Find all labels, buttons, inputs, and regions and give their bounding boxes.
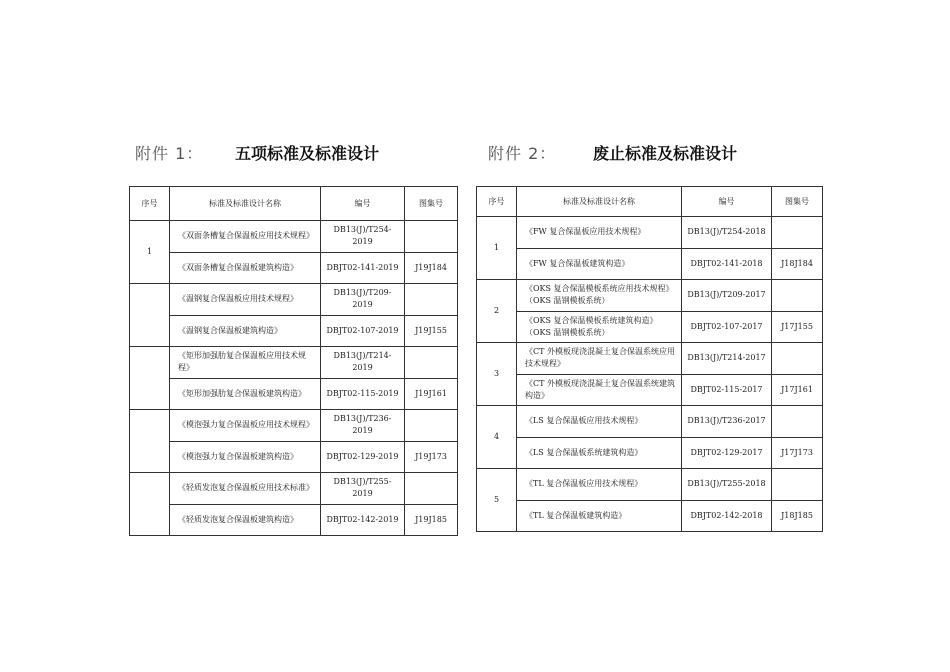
- attachment-2-title: 废止标准及标准设计: [593, 143, 738, 163]
- table-row: [477, 374, 823, 406]
- table-header-row: [130, 187, 458, 221]
- table-row: [477, 343, 823, 375]
- name-cell: 《LS 复合保温板系统建筑构造》: [517, 437, 682, 469]
- name-cell: 《矩形加强肋复合保温板建筑构造》: [170, 378, 321, 410]
- name-cell: 《CT 外模板现浇混凝土复合保温系统建筑构造》: [517, 374, 682, 406]
- name-cell: 《FW 复合保温板建筑构造》: [517, 248, 682, 280]
- atlas-cell: J17J161: [772, 374, 823, 406]
- table-row: [130, 378, 458, 410]
- name-cell: 《温钢复合保温板建筑构造》: [170, 315, 321, 347]
- code-cell: DBJT02-107-2017: [682, 311, 772, 343]
- atlas-cell: [405, 347, 458, 379]
- attachment-1-title-wrap: [235, 140, 379, 164]
- code-cell: DBJT02-129-2017: [682, 437, 772, 469]
- table-row: [130, 473, 458, 505]
- seq-cell: [130, 410, 170, 473]
- atlas-cell: [405, 221, 458, 253]
- name-cell: 《双面条槽复合保温板应用技术规程》: [170, 221, 321, 253]
- column-header: 序号: [130, 187, 170, 221]
- table-row: [477, 280, 823, 312]
- name-cell: 《OKS 复合保温模板系统建筑构造》（OKS 温钢模板系统）: [517, 311, 682, 343]
- seq-cell: 2: [477, 280, 517, 343]
- atlas-cell: [405, 410, 458, 442]
- attachment-1-label: 附件 1：: [135, 143, 204, 163]
- code-cell: DBJT02-115-2019: [321, 378, 405, 410]
- atlas-cell: [772, 469, 823, 501]
- atlas-cell: J18J184: [772, 248, 823, 280]
- name-cell: 《模泡强力复合保温板应用技术规程》: [170, 410, 321, 442]
- attachment-2-title-wrap: [593, 140, 737, 164]
- atlas-cell: [405, 473, 458, 505]
- table-row: [130, 410, 458, 442]
- name-cell: 《CT 外模板现浇混凝土复合保温系统应用技术规程》: [517, 343, 682, 375]
- table-row: [477, 248, 823, 280]
- atlas-cell: J19J185: [405, 504, 458, 536]
- code-cell: DBJT02-142-2019: [321, 504, 405, 536]
- table-row: [130, 347, 458, 379]
- column-header: 图集号: [772, 187, 823, 217]
- table-row: [477, 500, 823, 532]
- seq-cell: 5: [477, 469, 517, 532]
- attachment-2-table: [476, 186, 823, 532]
- table-row: [130, 284, 458, 316]
- atlas-cell: J19J184: [405, 252, 458, 284]
- column-header: 序号: [477, 187, 517, 217]
- seq-cell: 1: [477, 217, 517, 280]
- name-cell: 《FW 复合保温板应用技术规程》: [517, 217, 682, 249]
- column-header: 编号: [682, 187, 772, 217]
- atlas-cell: J19J173: [405, 441, 458, 473]
- table-row: [130, 252, 458, 284]
- table-row: [130, 315, 458, 347]
- code-cell: DB13(J)/T209-2019: [321, 284, 405, 316]
- atlas-cell: [772, 280, 823, 312]
- name-cell: 《双面条槽复合保温板建筑构造》: [170, 252, 321, 284]
- atlas-cell: [772, 217, 823, 249]
- code-cell: DB13(J)/T255-2018: [682, 469, 772, 501]
- table-row: [477, 406, 823, 438]
- seq-cell: [130, 284, 170, 347]
- code-cell: DBJT02-115-2017: [682, 374, 772, 406]
- seq-cell: 1: [130, 221, 170, 284]
- column-header: 编号: [321, 187, 405, 221]
- table-row: [477, 217, 823, 249]
- table-row: [477, 311, 823, 343]
- atlas-cell: J19J161: [405, 378, 458, 410]
- code-cell: DB13(J)/T255-2019: [321, 473, 405, 505]
- column-header: 图集号: [405, 187, 458, 221]
- name-cell: 《TL 复合保温板建筑构造》: [517, 500, 682, 532]
- table-row: [130, 441, 458, 473]
- attachment-1-heading: [135, 140, 203, 164]
- code-cell: DB13(J)/T254-2018: [682, 217, 772, 249]
- code-cell: DB13(J)/T209-2017: [682, 280, 772, 312]
- name-cell: 《TL 复合保温板应用技术规程》: [517, 469, 682, 501]
- code-cell: DB13(J)/T214-2019: [321, 347, 405, 379]
- attachment-1-table: [129, 186, 458, 536]
- code-cell: DB13(J)/T214-2017: [682, 343, 772, 375]
- code-cell: DBJT02-107-2019: [321, 315, 405, 347]
- code-cell: DBJT02-142-2018: [682, 500, 772, 532]
- code-cell: DBJT02-141-2018: [682, 248, 772, 280]
- code-cell: DBJT02-129-2019: [321, 441, 405, 473]
- code-cell: DB13(J)/T236-2019: [321, 410, 405, 442]
- atlas-cell: J17J155: [772, 311, 823, 343]
- name-cell: 《模泡强力复合保温板建筑构造》: [170, 441, 321, 473]
- name-cell: 《轻质发泡复合保温板应用技术标准》: [170, 473, 321, 505]
- name-cell: 《温钢复合保温板应用技术规程》: [170, 284, 321, 316]
- attachment-2-heading: [488, 140, 556, 164]
- column-header: 标准及标准设计名称: [517, 187, 682, 217]
- table-row: [477, 469, 823, 501]
- atlas-cell: [772, 343, 823, 375]
- attachment-1-title: 五项标准及标准设计: [235, 143, 380, 163]
- atlas-cell: J17J173: [772, 437, 823, 469]
- code-cell: DBJT02-141-2019: [321, 252, 405, 284]
- name-cell: 《OKS 复合保温模板系统应用技术规程》（OKS 温钢模板系统）: [517, 280, 682, 312]
- table-row: [130, 504, 458, 536]
- table-row: [477, 437, 823, 469]
- name-cell: 《LS 复合保温板应用技术规程》: [517, 406, 682, 438]
- atlas-cell: J19J155: [405, 315, 458, 347]
- table-header-row: [477, 187, 823, 217]
- table-row: [130, 221, 458, 253]
- code-cell: DB13(J)/T254-2019: [321, 221, 405, 253]
- atlas-cell: [772, 406, 823, 438]
- column-header: 标准及标准设计名称: [170, 187, 321, 221]
- seq-cell: 4: [477, 406, 517, 469]
- name-cell: 《轻质发泡复合保温板建筑构造》: [170, 504, 321, 536]
- attachment-2-label: 附件 2：: [488, 143, 557, 163]
- seq-cell: [130, 473, 170, 536]
- seq-cell: [130, 347, 170, 410]
- atlas-cell: J18J185: [772, 500, 823, 532]
- name-cell: 《矩形加强肋复合保温板应用技术规程》: [170, 347, 321, 379]
- seq-cell: 3: [477, 343, 517, 406]
- atlas-cell: [405, 284, 458, 316]
- code-cell: DB13(J)/T236-2017: [682, 406, 772, 438]
